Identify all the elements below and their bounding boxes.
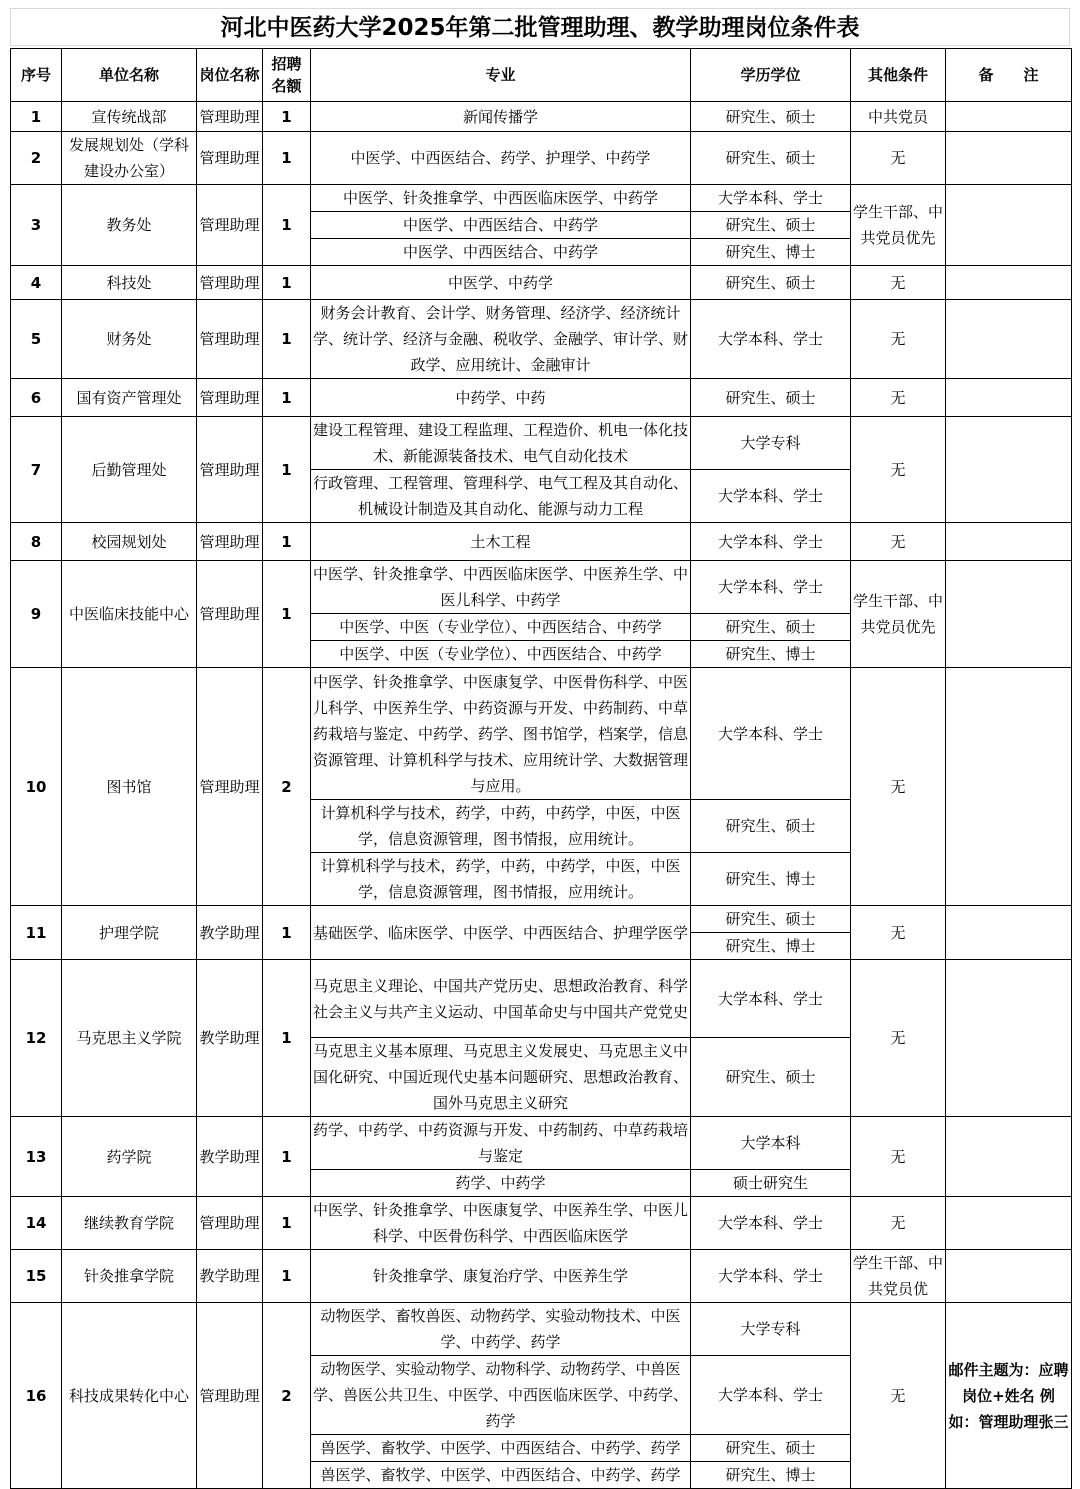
cell-count: 1 [263,379,311,417]
cell-major: 财务会计教育、会计学、财务管理、经济学、经济统计学、统计学、经济与金融、税收学、金融学、审计学、财政学、应用统计、金融审计 [311,300,691,379]
cell-degree: 大学本科、学士 [691,523,851,561]
table-row [11,1303,1072,1356]
cell-other: 无 [851,417,946,523]
table-row [11,1250,1072,1303]
cell-remark [946,132,1072,185]
cell-major: 中医学、中西医结合、药学、护理学、中药学 [311,132,691,185]
table-row [11,300,1072,379]
cell-degree: 研究生、硕士 [691,102,851,132]
cell-degree: 研究生、博士 [691,933,851,960]
cell-degree: 研究生、硕士 [691,132,851,185]
cell-remark [946,300,1072,379]
cell-remark [946,266,1072,300]
cell-other: 无 [851,906,946,960]
cell-post: 管理助理 [197,523,263,561]
cell-degree: 大学本科、学士 [691,1197,851,1250]
cell-post: 管理助理 [197,417,263,523]
cell-remark [946,960,1072,1117]
cell-degree: 研究生、博士 [691,1462,851,1489]
cell-other: 无 [851,132,946,185]
cell-post: 管理助理 [197,102,263,132]
cell-major: 动物医学、实验动物学、动物科学、动物药学、中兽医学、兽医公共卫生、中医学、中西医临床医学、中药学、药学 [311,1356,691,1435]
cell-count: 1 [263,300,311,379]
cell-unit: 校园规划处 [62,523,197,561]
cell-post: 管理助理 [197,185,263,266]
cell-unit: 科技成果转化中心 [62,1303,197,1489]
cell-major: 针灸推拿学、康复治疗学、中医养生学 [311,1250,691,1303]
cell-remark: 邮件主题为：应聘岗位+姓名 例如：管理助理张三 [946,1303,1072,1489]
cell-count: 1 [263,523,311,561]
cell-count: 1 [263,561,311,668]
table-row [11,1117,1072,1170]
cell-count: 1 [263,1117,311,1197]
cell-count: 2 [263,1303,311,1489]
cell-unit: 护理学院 [62,906,197,960]
cell-degree: 研究生、硕士 [691,212,851,239]
cell-post: 管理助理 [197,379,263,417]
cell-unit: 后勤管理处 [62,417,197,523]
cell-no: 5 [11,300,62,379]
cell-no: 2 [11,132,62,185]
cell-major: 兽医学、畜牧学、中医学、中西医结合、中药学、药学 [311,1462,691,1489]
cell-no: 13 [11,1117,62,1197]
cell-unit: 中医临床技能中心 [62,561,197,668]
cell-unit: 财务处 [62,300,197,379]
cell-count: 1 [263,1250,311,1303]
cell-major: 中医学、中西医结合、中药学 [311,239,691,266]
cell-other: 无 [851,1197,946,1250]
table-row [11,185,1072,212]
cell-major: 行政管理、工程管理、管理科学、电气工程及其自动化、机械设计制造及其自动化、能源与动力工程 [311,470,691,523]
cell-unit: 针灸推拿学院 [62,1250,197,1303]
cell-post: 管理助理 [197,1303,263,1489]
header-major: 专业 [311,49,691,102]
table-row [11,523,1072,561]
cell-other: 无 [851,960,946,1117]
cell-no: 16 [11,1303,62,1489]
cell-degree: 大学专科 [691,417,851,470]
cell-degree: 研究生、硕士 [691,379,851,417]
cell-post: 教学助理 [197,906,263,960]
table-row [11,417,1072,470]
header-remark: 备 注 [946,49,1072,102]
cell-major: 兽医学、畜牧学、中医学、中西医结合、中药学、药学 [311,1435,691,1462]
cell-degree: 大学本科、学士 [691,561,851,614]
cell-degree: 研究生、硕士 [691,266,851,300]
cell-post: 教学助理 [197,960,263,1117]
cell-other: 无 [851,668,946,906]
cell-no: 7 [11,417,62,523]
cell-post: 管理助理 [197,300,263,379]
cell-count: 1 [263,1197,311,1250]
cell-degree: 大学本科、学士 [691,300,851,379]
cell-other: 中共党员 [851,102,946,132]
cell-remark [946,185,1072,266]
table-row [11,561,1072,614]
cell-count: 1 [263,417,311,523]
cell-major: 马克思主义基本原理、马克思主义发展史、马克思主义中国化研究、中国近现代史基本问题研究、思想政治教育、国外马克思主义研究 [311,1038,691,1117]
cell-unit: 马克思主义学院 [62,960,197,1117]
cell-remark [946,379,1072,417]
cell-remark [946,102,1072,132]
cell-post: 管理助理 [197,132,263,185]
cell-degree: 大学本科、学士 [691,960,851,1038]
cell-degree: 研究生、博士 [691,853,851,906]
cell-degree: 研究生、硕士 [691,906,851,933]
cell-post: 教学助理 [197,1117,263,1197]
cell-remark [946,561,1072,668]
table-row [11,102,1072,132]
table-row [11,132,1072,185]
cell-degree: 硕士研究生 [691,1170,851,1197]
cell-count: 2 [263,668,311,906]
header-unit: 单位名称 [62,49,197,102]
cell-other: 无 [851,523,946,561]
position-table [10,48,1072,1489]
cell-major: 药学、中药学、中药资源与开发、中药制药、中草药栽培与鉴定 [311,1117,691,1170]
cell-major: 中医学、中医（专业学位）、中西医结合、中药学 [311,614,691,641]
cell-degree: 研究生、博士 [691,641,851,668]
cell-degree: 研究生、硕士 [691,1038,851,1117]
cell-count: 1 [263,906,311,960]
cell-unit: 图书馆 [62,668,197,906]
cell-count: 1 [263,266,311,300]
table-row [11,960,1072,1038]
cell-degree: 研究生、硕士 [691,614,851,641]
cell-major: 土木工程 [311,523,691,561]
cell-count: 1 [263,185,311,266]
cell-major: 基础医学、临床医学、中医学、中西医结合、护理学医学 [311,906,691,960]
table-row [11,906,1072,933]
cell-no: 4 [11,266,62,300]
cell-remark [946,1117,1072,1197]
cell-unit: 继续教育学院 [62,1197,197,1250]
cell-count: 1 [263,132,311,185]
cell-major: 中医学、针灸推拿学、中医康复学、中医养生学、中医儿科学、中医骨伤科学、中西医临床医学 [311,1197,691,1250]
cell-major: 建设工程管理、建设工程监理、工程造价、机电一体化技术、新能源装备技术、电气自动化技术 [311,417,691,470]
cell-major: 计算机科学与技术，药学，中药，中药学，中医，中医学，信息资源管理，图书情报，应用统计。 [311,853,691,906]
cell-post: 管理助理 [197,1197,263,1250]
cell-other: 无 [851,1303,946,1489]
cell-other: 无 [851,266,946,300]
cell-degree: 大学专科 [691,1303,851,1356]
cell-major: 中医学、中药学 [311,266,691,300]
cell-count: 1 [263,960,311,1117]
cell-major: 中医学、中医（专业学位）、中西医结合、中药学 [311,641,691,668]
cell-count: 1 [263,102,311,132]
cell-unit: 宣传统战部 [62,102,197,132]
header-post: 岗位名称 [197,49,263,102]
cell-major: 中医学、针灸推拿学、中西医临床医学、中医养生学、中医儿科学、中药学 [311,561,691,614]
table-row [11,379,1072,417]
cell-remark [946,906,1072,960]
cell-other: 无 [851,379,946,417]
cell-major: 中医学、针灸推拿学、中医康复学、中医骨伤科学、中医儿科学、中医养生学、中药资源与开发、中药制药、中草药栽培与鉴定、中药学、药学、图书馆学，档案学，信息资源管理、计算机科学与技术、应用统计学、大数据管理与应用。 [311,668,691,800]
cell-degree: 大学本科 [691,1117,851,1170]
cell-major: 新闻传播学 [311,102,691,132]
cell-degree: 研究生、博士 [691,239,851,266]
cell-other: 学生干部、中共党员优先 [851,185,946,266]
cell-no: 14 [11,1197,62,1250]
cell-remark [946,1250,1072,1303]
table-header-row [11,49,1072,102]
cell-no: 6 [11,379,62,417]
cell-major: 动物医学、畜牧兽医、动物药学、实验动物技术、中医学、中药学、药学 [311,1303,691,1356]
cell-post: 管理助理 [197,266,263,300]
cell-remark [946,668,1072,906]
header-other: 其他条件 [851,49,946,102]
cell-degree: 大学本科、学士 [691,668,851,800]
cell-no: 12 [11,960,62,1117]
cell-unit: 发展规划处（学科建设办公室） [62,132,197,185]
cell-major: 中药学、中药 [311,379,691,417]
cell-unit: 药学院 [62,1117,197,1197]
cell-no: 10 [11,668,62,906]
header-count: 招聘名额 [263,49,311,102]
cell-other: 无 [851,300,946,379]
cell-other: 学生干部、中共党员优 [851,1250,946,1303]
cell-unit: 教务处 [62,185,197,266]
page-title: 河北中医药大学2025年第二批管理助理、教学助理岗位条件表 [10,8,1070,46]
cell-unit: 国有资产管理处 [62,379,197,417]
cell-post: 教学助理 [197,1250,263,1303]
cell-degree: 大学本科、学士 [691,1250,851,1303]
cell-other: 学生干部、中共党员优先 [851,561,946,668]
cell-remark [946,523,1072,561]
cell-degree: 研究生、硕士 [691,1435,851,1462]
cell-no: 11 [11,906,62,960]
cell-degree: 大学本科、学士 [691,185,851,212]
cell-no: 1 [11,102,62,132]
header-no: 序号 [11,49,62,102]
cell-other: 无 [851,1117,946,1197]
cell-degree: 大学本科、学士 [691,470,851,523]
cell-remark [946,417,1072,523]
table-row [11,266,1072,300]
cell-no: 15 [11,1250,62,1303]
cell-unit: 科技处 [62,266,197,300]
cell-degree: 研究生、硕士 [691,800,851,853]
cell-post: 管理助理 [197,561,263,668]
cell-major: 计算机科学与技术，药学，中药，中药学，中医，中医学，信息资源管理，图书情报，应用统计。 [311,800,691,853]
cell-major: 马克思主义理论、中国共产党历史、思想政治教育、科学社会主义与共产主义运动、中国革命史与中国共产党党史 [311,960,691,1038]
header-degree: 学历学位 [691,49,851,102]
cell-remark [946,1197,1072,1250]
cell-major: 中医学、针灸推拿学、中西医临床医学、中药学 [311,185,691,212]
cell-degree: 大学本科、学士 [691,1356,851,1435]
cell-major: 药学、中药学 [311,1170,691,1197]
cell-major: 中医学、中西医结合、中药学 [311,212,691,239]
cell-post: 管理助理 [197,668,263,906]
cell-no: 9 [11,561,62,668]
cell-no: 3 [11,185,62,266]
table-row [11,1197,1072,1250]
table-row [11,668,1072,800]
cell-no: 8 [11,523,62,561]
